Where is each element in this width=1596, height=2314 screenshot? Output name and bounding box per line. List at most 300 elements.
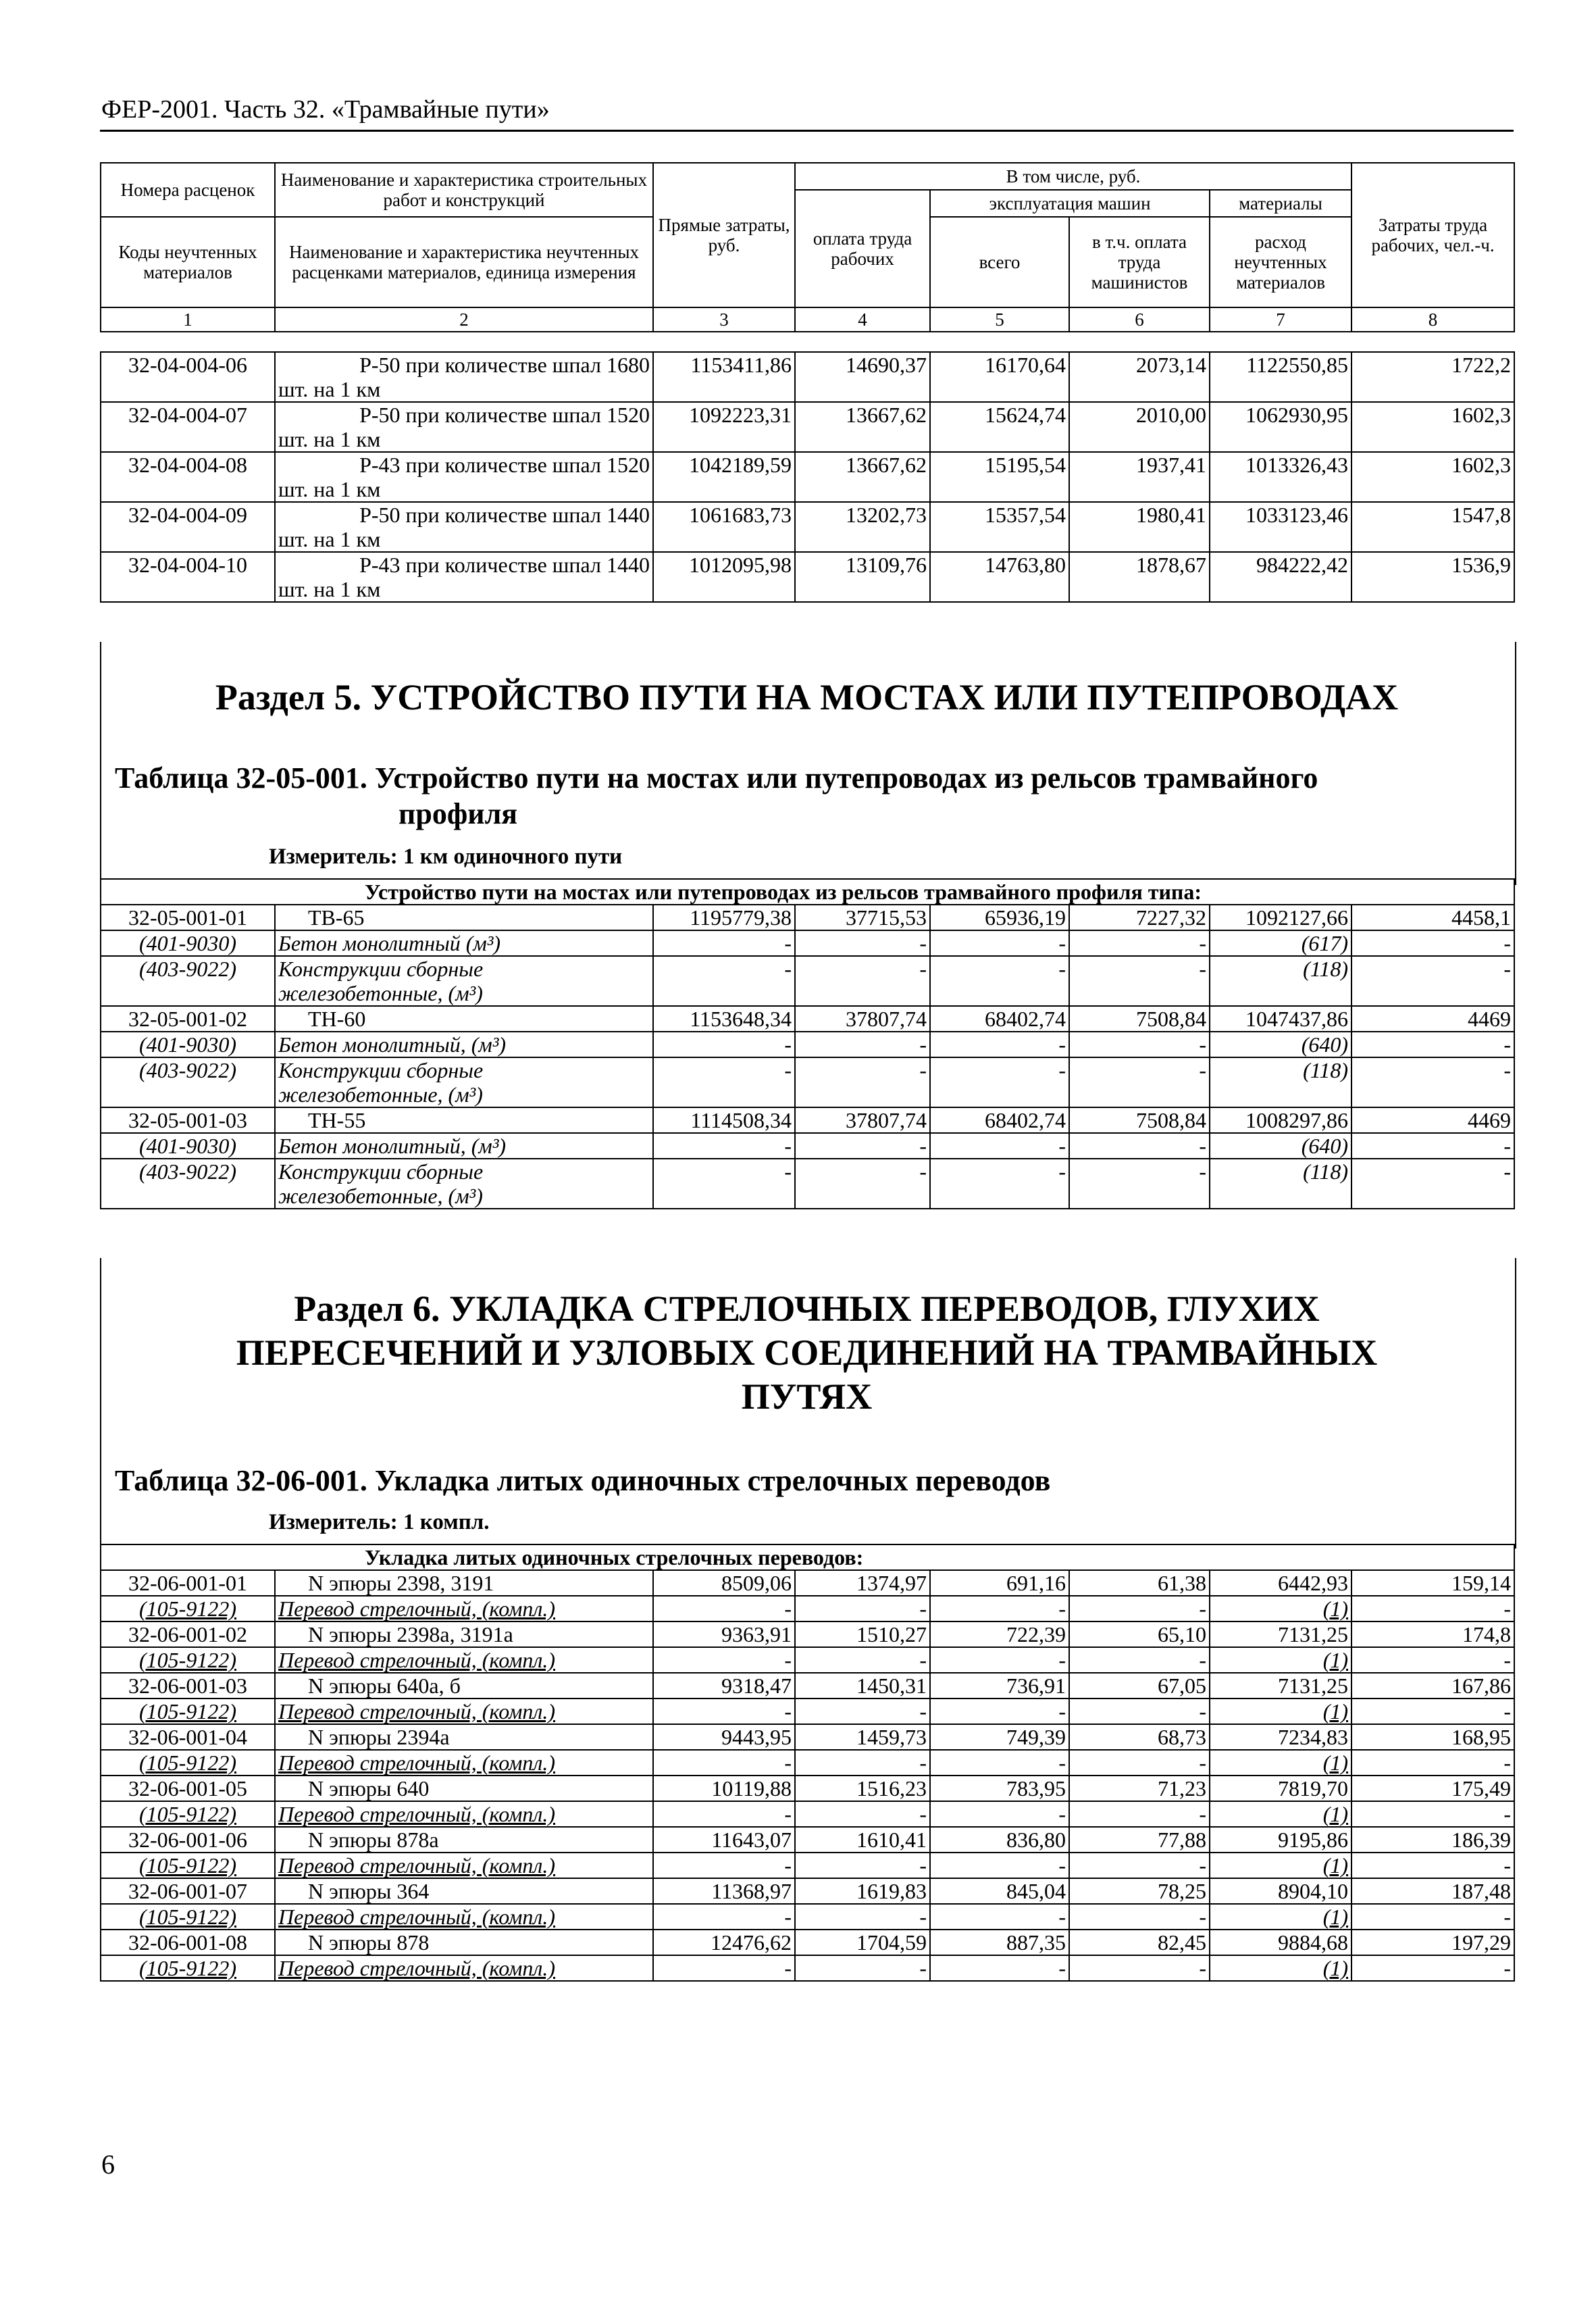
empty-value: - xyxy=(1069,1057,1210,1107)
empty-value: - xyxy=(1069,930,1210,956)
value-mach: 15624,74 xyxy=(930,402,1069,452)
value-mat: 6442,93 xyxy=(1210,1570,1352,1596)
empty-value: - xyxy=(930,1955,1069,1981)
rate-code: 32-06-001-08 xyxy=(101,1930,275,1955)
empty-value: - xyxy=(1069,1647,1210,1673)
material-row xyxy=(101,1647,1514,1673)
empty-value: - xyxy=(795,1057,930,1107)
value-labor: 4469 xyxy=(1352,1107,1514,1133)
material-row xyxy=(101,1159,1514,1209)
empty-value: - xyxy=(1352,1032,1514,1057)
material-name: Перевод стрелочный, (компл.) xyxy=(275,1853,653,1878)
empty-value: - xyxy=(653,956,795,1006)
work-name: N эпюры 640 xyxy=(275,1776,653,1801)
material-code: (105-9122) xyxy=(101,1853,275,1878)
work-name: N эпюры 878а xyxy=(275,1827,653,1853)
empty-value: - xyxy=(795,930,930,956)
empty-value: - xyxy=(930,1057,1069,1107)
material-name xyxy=(275,1159,653,1209)
empty-value: - xyxy=(795,956,930,1006)
value-direct: 1061683,73 xyxy=(653,502,795,552)
rate-code: 32-04-004-08 xyxy=(101,452,275,502)
work-name-line: Р-43 при количестве шпал 1520 xyxy=(359,453,650,477)
table-row xyxy=(101,452,1514,502)
empty-value: - xyxy=(1352,956,1514,1006)
header-materials-sub: расход неучтенных материалов xyxy=(1210,217,1352,307)
material-code: (403-9022) xyxy=(101,1057,275,1107)
table-row xyxy=(101,1776,1514,1801)
table-32-05-meter: Измеритель: 1 км одиночного пути xyxy=(269,845,623,869)
value-mach_w: 1937,41 xyxy=(1069,452,1210,502)
empty-value: - xyxy=(1069,1133,1210,1159)
value-wages: 1704,59 xyxy=(795,1930,930,1955)
header-machines: эксплуатация машин xyxy=(930,190,1210,217)
empty-value: - xyxy=(1069,1159,1210,1209)
value-direct: 11368,97 xyxy=(653,1878,795,1904)
value-mach: 16170,64 xyxy=(930,352,1069,402)
empty-value: - xyxy=(930,1647,1069,1673)
value-mat: 7234,83 xyxy=(1210,1724,1352,1750)
material-name: Бетон монолитный, (м³) xyxy=(275,1133,653,1159)
material-row xyxy=(101,1955,1514,1981)
value-direct: 1153411,86 xyxy=(653,352,795,402)
empty-value: - xyxy=(653,1057,795,1107)
material-qty: (1) xyxy=(1210,1853,1352,1878)
value-labor: 4469 xyxy=(1352,1006,1514,1032)
material-code: (105-9122) xyxy=(101,1699,275,1724)
material-row xyxy=(101,1057,1514,1107)
material-code: (105-9122) xyxy=(101,1955,275,1981)
material-code: (401-9030) xyxy=(101,1032,275,1057)
header-rule xyxy=(100,130,1514,132)
value-labor: 1602,3 xyxy=(1352,452,1514,502)
value-mat: 1122550,85 xyxy=(1210,352,1352,402)
header-wages: оплата труда рабочих xyxy=(795,190,930,307)
material-code: (403-9022) xyxy=(101,956,275,1006)
value-direct: 9443,95 xyxy=(653,1724,795,1750)
col-num: 6 xyxy=(1069,307,1210,332)
work-name xyxy=(275,452,653,502)
value-mat: 1008297,86 xyxy=(1210,1107,1352,1133)
value-direct: 1042189,59 xyxy=(653,452,795,502)
work-name-line: шт. на 1 км xyxy=(278,377,381,401)
material-row xyxy=(101,1032,1514,1057)
empty-value: - xyxy=(1069,1853,1210,1878)
header-codes-bottom: Коды неучтенных материалов xyxy=(101,217,275,307)
material-name-line: Конструкции сборные xyxy=(278,957,484,981)
value-mat: 1092127,66 xyxy=(1210,905,1352,930)
empty-value: - xyxy=(930,1801,1069,1827)
value-mach: 836,80 xyxy=(930,1827,1069,1853)
value-mat: 1047437,86 xyxy=(1210,1006,1352,1032)
empty-value: - xyxy=(930,1032,1069,1057)
value-mat: 7131,25 xyxy=(1210,1621,1352,1647)
value-mat: 9884,68 xyxy=(1210,1930,1352,1955)
empty-value: - xyxy=(795,1750,930,1776)
empty-value: - xyxy=(653,1699,795,1724)
table-32-06-title: Таблица 32-06-001. Укладка литых одиночных стрелочных переводов xyxy=(115,1464,1051,1497)
rate-code: 32-06-001-07 xyxy=(101,1878,275,1904)
material-name: Бетон монолитный (м³) xyxy=(275,930,653,956)
material-row xyxy=(101,956,1514,1006)
material-qty: (640) xyxy=(1210,1032,1352,1057)
table-row xyxy=(101,1570,1514,1596)
value-wages: 1516,23 xyxy=(795,1776,930,1801)
work-name-line: шт. на 1 км xyxy=(278,577,381,601)
value-mat: 984222,42 xyxy=(1210,552,1352,602)
material-name-line: железобетонные, (м³) xyxy=(278,1184,483,1208)
material-row xyxy=(101,1596,1514,1621)
value-labor: 174,8 xyxy=(1352,1621,1514,1647)
section6-title-2: ПЕРЕСЕЧЕНИЙ И УЗЛОВЫХ СОЕДИНЕНИЙ НА ТРАМВАЙНЫХ xyxy=(236,1332,1378,1373)
empty-value: - xyxy=(653,1801,795,1827)
value-direct: 1012095,98 xyxy=(653,552,795,602)
value-mach: 68402,74 xyxy=(930,1107,1069,1133)
value-mach: 736,91 xyxy=(930,1673,1069,1699)
material-name: Перевод стрелочный, (компл.) xyxy=(275,1955,653,1981)
table-32-06-group: Укладка литых одиночных стрелочных переводов: xyxy=(101,1544,1514,1570)
work-name: N эпюры 878 xyxy=(275,1930,653,1955)
header-labor: Затраты труда рабочих, чел.-ч. xyxy=(1352,163,1514,307)
rate-code: 32-04-004-06 xyxy=(101,352,275,402)
table-row xyxy=(101,905,1514,930)
value-direct: 1114508,34 xyxy=(653,1107,795,1133)
empty-value: - xyxy=(795,1699,930,1724)
value-direct: 1195779,38 xyxy=(653,905,795,930)
rate-code: 32-06-001-04 xyxy=(101,1724,275,1750)
work-name: N эпюры 2398а, 3191а xyxy=(275,1621,653,1647)
table-row xyxy=(101,1930,1514,1955)
table-row xyxy=(101,502,1514,552)
empty-value: - xyxy=(1352,930,1514,956)
section6-title-1: Раздел 6. УКЛАДКА СТРЕЛОЧНЫХ ПЕРЕВОДОВ, ГЛУХИХ xyxy=(294,1288,1320,1329)
empty-value: - xyxy=(930,1699,1069,1724)
table-32-05-title: Таблица 32-05-001. Устройство пути на мостах или путепроводах из рельсов трамвайного xyxy=(115,761,1318,795)
value-wages: 13667,62 xyxy=(795,402,930,452)
value-wages: 37807,74 xyxy=(795,1107,930,1133)
value-direct: 1153648,34 xyxy=(653,1006,795,1032)
table-row xyxy=(101,1878,1514,1904)
table-32-05-title-cont: профиля xyxy=(398,797,518,830)
col-num: 3 xyxy=(653,307,795,332)
col-num: 7 xyxy=(1210,307,1352,332)
value-mach: 65936,19 xyxy=(930,905,1069,930)
work-name xyxy=(275,502,653,552)
table-row xyxy=(101,352,1514,402)
col-num: 4 xyxy=(795,307,930,332)
table-row xyxy=(101,1006,1514,1032)
empty-value: - xyxy=(795,1853,930,1878)
material-row xyxy=(101,1133,1514,1159)
value-mat: 8904,10 xyxy=(1210,1878,1352,1904)
empty-value: - xyxy=(930,956,1069,1006)
value-labor: 168,95 xyxy=(1352,1724,1514,1750)
value-wages: 14690,37 xyxy=(795,352,930,402)
empty-value: - xyxy=(653,1596,795,1621)
rate-code: 32-06-001-02 xyxy=(101,1621,275,1647)
value-mach: 14763,80 xyxy=(930,552,1069,602)
value-mach: 845,04 xyxy=(930,1878,1069,1904)
value-mach_w: 67,05 xyxy=(1069,1673,1210,1699)
work-name xyxy=(275,552,653,602)
empty-value: - xyxy=(1069,1750,1210,1776)
value-direct: 1092223,31 xyxy=(653,402,795,452)
empty-value: - xyxy=(653,1904,795,1930)
empty-value: - xyxy=(795,1159,930,1209)
value-mach_w: 82,45 xyxy=(1069,1930,1210,1955)
work-name-line: шт. на 1 км xyxy=(278,477,381,501)
table-32-06-meter: Измеритель: 1 компл. xyxy=(269,1510,490,1534)
table-row xyxy=(101,1724,1514,1750)
value-wages: 1610,41 xyxy=(795,1827,930,1853)
work-name-line: Р-50 при количестве шпал 1440 xyxy=(359,503,650,527)
empty-value: - xyxy=(1352,1699,1514,1724)
empty-value: - xyxy=(653,930,795,956)
value-wages: 13109,76 xyxy=(795,552,930,602)
work-name: ТН-55 xyxy=(275,1107,653,1133)
table-32-04 xyxy=(100,351,1515,603)
empty-value: - xyxy=(795,1133,930,1159)
page-number: 6 xyxy=(101,2149,115,2180)
value-wages: 1459,73 xyxy=(795,1724,930,1750)
empty-value: - xyxy=(1069,1596,1210,1621)
work-name-line: Р-50 при количестве шпал 1680 xyxy=(359,353,650,377)
value-mach_w: 1878,67 xyxy=(1069,552,1210,602)
empty-value: - xyxy=(1352,1057,1514,1107)
material-qty: (118) xyxy=(1210,1159,1352,1209)
header-codes-top: Номера расценок xyxy=(101,163,275,217)
header-name-bottom: Наименование и характеристика неучтенных расценками материалов, единица измерения xyxy=(275,217,653,307)
material-name: Бетон монолитный, (м³) xyxy=(275,1032,653,1057)
value-labor: 1547,8 xyxy=(1352,502,1514,552)
material-code: (105-9122) xyxy=(101,1596,275,1621)
value-wages: 1450,31 xyxy=(795,1673,930,1699)
table-row xyxy=(101,1673,1514,1699)
value-labor: 186,39 xyxy=(1352,1827,1514,1853)
value-mach_w: 71,23 xyxy=(1069,1776,1210,1801)
material-code: (105-9122) xyxy=(101,1647,275,1673)
value-wages: 37715,53 xyxy=(795,905,930,930)
work-name-line: Р-43 при количестве шпал 1440 xyxy=(359,553,650,577)
empty-value: - xyxy=(653,1647,795,1673)
material-code: (401-9030) xyxy=(101,930,275,956)
table-row xyxy=(101,552,1514,602)
value-wages: 13667,62 xyxy=(795,452,930,502)
header-direct-costs: Прямые затраты, руб. xyxy=(653,163,795,307)
value-labor: 1602,3 xyxy=(1352,402,1514,452)
material-code: (105-9122) xyxy=(101,1750,275,1776)
empty-value: - xyxy=(653,1955,795,1981)
value-mach_w: 1980,41 xyxy=(1069,502,1210,552)
empty-value: - xyxy=(930,1596,1069,1621)
value-direct: 10119,88 xyxy=(653,1776,795,1801)
work-name-line: шт. на 1 км xyxy=(278,527,381,551)
value-mach_w: 7227,32 xyxy=(1069,905,1210,930)
empty-value: - xyxy=(795,1904,930,1930)
empty-value: - xyxy=(930,1133,1069,1159)
rate-code: 32-06-001-06 xyxy=(101,1827,275,1853)
empty-value: - xyxy=(795,1955,930,1981)
value-labor: 1722,2 xyxy=(1352,352,1514,402)
value-wages: 13202,73 xyxy=(795,502,930,552)
running-head: ФЕР-2001. Часть 32. «Трамвайные пути» xyxy=(101,95,550,124)
material-qty: (118) xyxy=(1210,1057,1352,1107)
rate-code: 32-06-001-05 xyxy=(101,1776,275,1801)
header-including: В том числе, руб. xyxy=(795,163,1352,190)
material-qty: (1) xyxy=(1210,1596,1352,1621)
work-name-line: Р-50 при количестве шпал 1520 xyxy=(359,403,650,427)
table-32-05 xyxy=(100,878,1515,1209)
rate-code: 32-04-004-09 xyxy=(101,502,275,552)
material-qty: (617) xyxy=(1210,930,1352,956)
empty-value: - xyxy=(930,1853,1069,1878)
material-qty: (1) xyxy=(1210,1699,1352,1724)
material-name-line: железобетонные, (м³) xyxy=(278,1082,483,1107)
value-mach_w: 2073,14 xyxy=(1069,352,1210,402)
rate-code: 32-06-001-03 xyxy=(101,1673,275,1699)
empty-value: - xyxy=(795,1647,930,1673)
work-name: N эпюры 2394а xyxy=(275,1724,653,1750)
value-mach_w: 7508,84 xyxy=(1069,1006,1210,1032)
work-name: N эпюры 364 xyxy=(275,1878,653,1904)
value-labor: 187,48 xyxy=(1352,1878,1514,1904)
value-wages: 37807,74 xyxy=(795,1006,930,1032)
value-labor: 4458,1 xyxy=(1352,905,1514,930)
material-name: Перевод стрелочный, (компл.) xyxy=(275,1596,653,1621)
work-name-line: шт. на 1 км xyxy=(278,427,381,451)
material-name xyxy=(275,956,653,1006)
empty-value: - xyxy=(653,1750,795,1776)
material-name-line: железобетонные, (м³) xyxy=(278,981,483,1005)
material-qty: (1) xyxy=(1210,1750,1352,1776)
value-direct: 9318,47 xyxy=(653,1673,795,1699)
material-qty: (1) xyxy=(1210,1904,1352,1930)
empty-value: - xyxy=(1352,1801,1514,1827)
empty-value: - xyxy=(1352,1133,1514,1159)
value-mach_w: 2010,00 xyxy=(1069,402,1210,452)
value-mat: 1062930,95 xyxy=(1210,402,1352,452)
table-row xyxy=(101,402,1514,452)
empty-value: - xyxy=(653,1853,795,1878)
rate-code: 32-04-004-10 xyxy=(101,552,275,602)
material-code: (403-9022) xyxy=(101,1159,275,1209)
header-machines-wages: в т.ч. оплата труда машинистов xyxy=(1069,217,1210,307)
material-row xyxy=(101,930,1514,956)
material-name-line: Конструкции сборные xyxy=(278,1159,484,1184)
empty-value: - xyxy=(1352,1159,1514,1209)
material-name: Перевод стрелочный, (компл.) xyxy=(275,1801,653,1827)
value-mach: 68402,74 xyxy=(930,1006,1069,1032)
value-direct: 9363,91 xyxy=(653,1621,795,1647)
material-row xyxy=(101,1750,1514,1776)
value-mach_w: 61,38 xyxy=(1069,1570,1210,1596)
work-name: ТВ-65 xyxy=(275,905,653,930)
value-mach_w: 68,73 xyxy=(1069,1724,1210,1750)
empty-value: - xyxy=(930,1750,1069,1776)
value-mach_w: 78,25 xyxy=(1069,1878,1210,1904)
empty-value: - xyxy=(653,1133,795,1159)
table-32-05-group: Устройство пути на мостах или путепроводах из рельсов трамвайного профиля типа: xyxy=(101,879,1514,905)
empty-value: - xyxy=(930,1159,1069,1209)
table-row xyxy=(101,1621,1514,1647)
empty-value: - xyxy=(1352,1904,1514,1930)
value-mat: 7131,25 xyxy=(1210,1673,1352,1699)
work-name: N эпюры 640а, б xyxy=(275,1673,653,1699)
col-num: 1 xyxy=(101,307,275,332)
rate-code: 32-05-001-02 xyxy=(101,1006,275,1032)
value-mach_w: 65,10 xyxy=(1069,1621,1210,1647)
value-mach: 887,35 xyxy=(930,1930,1069,1955)
table-32-06 xyxy=(100,1544,1515,1982)
value-mach: 749,39 xyxy=(930,1724,1069,1750)
value-mat: 9195,86 xyxy=(1210,1827,1352,1853)
value-direct: 8509,06 xyxy=(653,1570,795,1596)
value-mach: 691,16 xyxy=(930,1570,1069,1596)
header-name-top: Наименование и характеристика строительных работ и конструкций xyxy=(275,163,653,217)
work-name: N эпюры 2398, 3191 xyxy=(275,1570,653,1596)
section5-title: Раздел 5. УСТРОЙСТВО ПУТИ НА МОСТАХ ИЛИ ПУТЕПРОВОДАХ xyxy=(215,677,1399,718)
header-materials: материалы xyxy=(1210,190,1352,217)
material-qty: (1) xyxy=(1210,1647,1352,1673)
material-row xyxy=(101,1699,1514,1724)
empty-value: - xyxy=(1069,1955,1210,1981)
header-machines-total: всего xyxy=(930,217,1069,307)
value-mach: 15357,54 xyxy=(930,502,1069,552)
value-wages: 1374,97 xyxy=(795,1570,930,1596)
empty-value: - xyxy=(1352,1750,1514,1776)
empty-value: - xyxy=(653,1159,795,1209)
work-name xyxy=(275,352,653,402)
empty-value: - xyxy=(795,1596,930,1621)
value-mat: 1013326,43 xyxy=(1210,452,1352,502)
empty-value: - xyxy=(1069,956,1210,1006)
value-labor: 175,49 xyxy=(1352,1776,1514,1801)
material-name: Перевод стрелочный, (компл.) xyxy=(275,1750,653,1776)
empty-value: - xyxy=(1352,1955,1514,1981)
value-mach: 783,95 xyxy=(930,1776,1069,1801)
empty-value: - xyxy=(795,1801,930,1827)
rate-code: 32-04-004-07 xyxy=(101,402,275,452)
value-wages: 1510,27 xyxy=(795,1621,930,1647)
value-mach: 722,39 xyxy=(930,1621,1069,1647)
table-row xyxy=(101,1827,1514,1853)
material-name: Перевод стрелочный, (компл.) xyxy=(275,1647,653,1673)
material-code: (105-9122) xyxy=(101,1801,275,1827)
empty-value: - xyxy=(795,1032,930,1057)
material-row xyxy=(101,1904,1514,1930)
material-name: Перевод стрелочный, (компл.) xyxy=(275,1699,653,1724)
empty-value: - xyxy=(1352,1647,1514,1673)
material-name-line: Конструкции сборные xyxy=(278,1058,484,1082)
work-name xyxy=(275,402,653,452)
value-direct: 12476,62 xyxy=(653,1930,795,1955)
value-labor: 167,86 xyxy=(1352,1673,1514,1699)
value-mach: 15195,54 xyxy=(930,452,1069,502)
col-num: 5 xyxy=(930,307,1069,332)
material-qty: (118) xyxy=(1210,956,1352,1006)
rate-code: 32-05-001-03 xyxy=(101,1107,275,1133)
empty-value: - xyxy=(653,1032,795,1057)
empty-value: - xyxy=(1069,1904,1210,1930)
value-direct: 11643,07 xyxy=(653,1827,795,1853)
material-row xyxy=(101,1801,1514,1827)
empty-value: - xyxy=(930,930,1069,956)
value-labor: 1536,9 xyxy=(1352,552,1514,602)
col-num: 2 xyxy=(275,307,653,332)
empty-value: - xyxy=(1352,1596,1514,1621)
material-code: (105-9122) xyxy=(101,1904,275,1930)
empty-value: - xyxy=(930,1904,1069,1930)
